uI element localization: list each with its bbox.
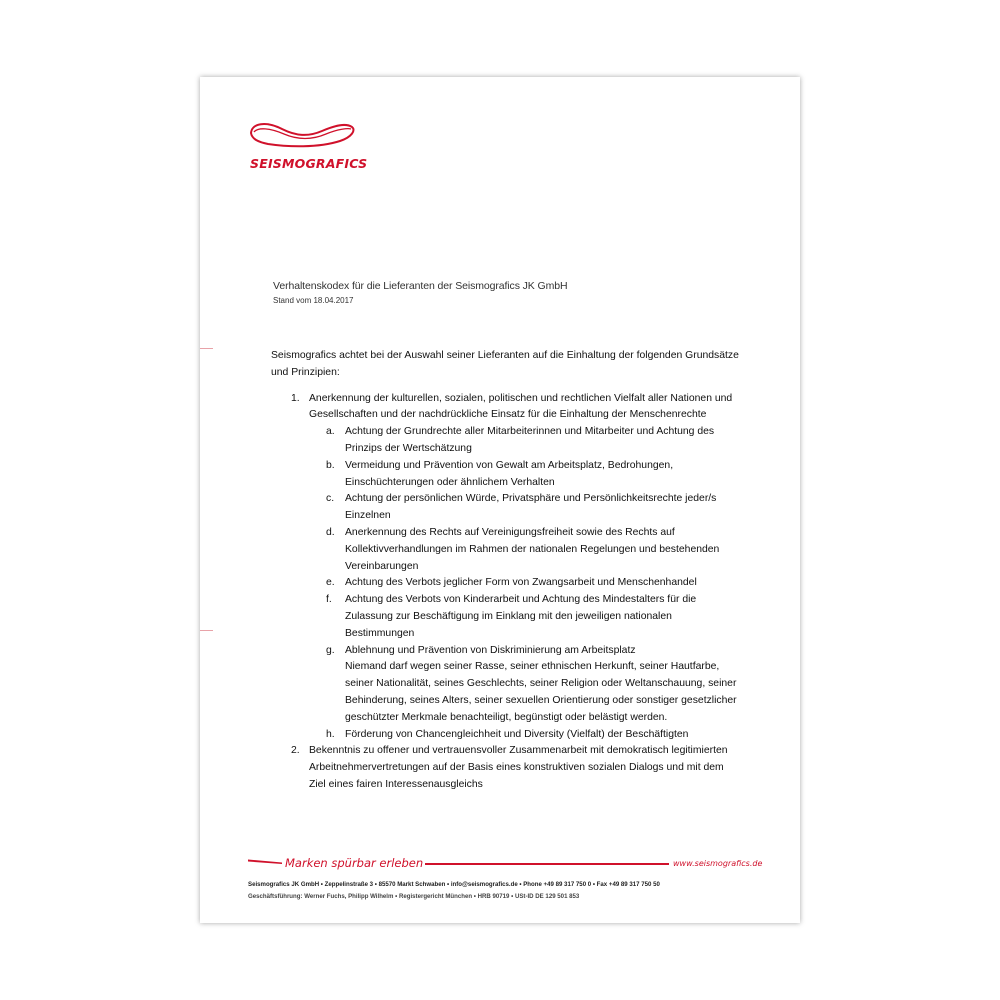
logo-wordmark: SEISMOGRAFICS bbox=[250, 156, 368, 171]
sub-item-letter: c. bbox=[326, 493, 335, 505]
sub-item-text: Anerkennung des Rechts auf Vereinigungsfreiheit sowie des Rechts auf Kollektivverhandlungen im Rahmen der nationalen Regelungen und bestehenden Vereinbarungen bbox=[345, 526, 720, 572]
item-text: Anerkennung der kulturellen, sozialen, politischen und rechtlichen Vielfalt aller Nationen und Gesellschaften und der nachdrückliche Einsatz für die Einhaltung der Menschenrechte bbox=[309, 392, 733, 421]
logo-wave-icon bbox=[248, 115, 358, 155]
list-item bbox=[271, 391, 741, 744]
sub-item-letter: b. bbox=[326, 459, 335, 471]
sub-item-text: Achtung der Grundrechte aller Mitarbeiterinnen und Mitarbeiter und Achtung des Prinzips der Wertschätzung bbox=[345, 426, 715, 454]
document-date: Stand vom 18.04.2017 bbox=[273, 296, 354, 305]
sub-item-text: Förderung von Chancengleichheit und Diversity (Vielfalt) der Beschäftigten bbox=[345, 728, 689, 740]
document-title: Verhaltenskodex für die Lieferanten der Seismografics JK GmbH bbox=[273, 280, 568, 292]
sub-item-text: Achtung der persönlichen Würde, Privatsphäre und Persönlichkeitsrechte jeder/s Einzelnen bbox=[345, 493, 717, 522]
sub-list-item bbox=[309, 525, 741, 575]
footer-website-link[interactable]: www.seismografics.de bbox=[673, 859, 763, 868]
sub-item-letter: a. bbox=[326, 426, 335, 438]
sub-item-letter: f. bbox=[326, 594, 332, 606]
footer-slogan: Marken spürbar erleben bbox=[285, 856, 424, 870]
sub-item-letter: h. bbox=[326, 728, 335, 740]
footer-address: Seismografics JK GmbH • Zeppelinstraße 3 • 85570 Markt Schwaben • info@seismografics.de • Phone +49 89 317 750 0 • Fax +49 89 317 750 50 bbox=[248, 881, 660, 888]
document-body bbox=[271, 348, 741, 794]
sub-list-item bbox=[309, 592, 741, 642]
sub-item-detail: Niemand darf wegen seiner Rasse, seiner ethnischen Herkunft, seiner Hautfarbe, seiner Nationalität, seines Geschlechts, seiner Religion oder Weltanschauung, seiner Behinderung, seines Alters, seiner sexuellen Orientierung oder sonstiger gesetzlicher geschützter Merkmale benachteiligt, begünstigt oder belästigt werden. bbox=[345, 661, 737, 723]
company-logo bbox=[248, 115, 368, 175]
sub-list bbox=[309, 424, 741, 743]
sub-list-item bbox=[309, 727, 741, 744]
intro-paragraph: Seismografics achtet bei der Auswahl seiner Lieferanten auf die Einhaltung der folgenden Grundsätze und Prinzipien: bbox=[271, 350, 739, 378]
sub-list-item bbox=[309, 643, 741, 727]
fold-mark-top bbox=[200, 348, 213, 349]
footer-rule bbox=[425, 863, 669, 865]
sub-item-text: Vermeidung und Prävention von Gewalt am Arbeitsplatz, Bedrohungen, Einschüchterungen oder ähnlichem Verhalten bbox=[345, 459, 674, 488]
item-number: 1. bbox=[291, 392, 300, 404]
sub-list-item bbox=[309, 491, 741, 525]
document-page bbox=[200, 77, 800, 923]
footer-swoosh-icon bbox=[248, 859, 282, 864]
item-text: Bekenntnis zu offener und vertrauensvoller Zusammenarbeit mit demokratisch legitimierten Arbeitnehmervertretungen auf der Basis eines konstruktiven sozialen Dialogs und mit dem Ziel eines fairen Interessenausgleichs bbox=[309, 745, 728, 790]
sub-list-item bbox=[309, 424, 741, 458]
principles-list bbox=[271, 391, 741, 794]
sub-list-item bbox=[309, 458, 741, 492]
sub-item-letter: g. bbox=[326, 644, 335, 656]
sub-item-letter: e. bbox=[326, 577, 335, 589]
sub-list-item bbox=[309, 575, 741, 592]
sub-item-text: Ablehnung und Prävention von Diskriminierung am Arbeitsplatz bbox=[345, 644, 636, 656]
fold-mark-bottom bbox=[200, 630, 213, 631]
sub-item-letter: d. bbox=[326, 526, 335, 538]
sub-item-text: Achtung des Verbots jeglicher Form von Zwangsarbeit und Menschenhandel bbox=[345, 577, 697, 589]
footer-management: Geschäftsführung: Werner Fuchs, Philipp Wilhelm • Registergericht München • HRB 90719 • USt-ID DE 129 501 853 bbox=[248, 893, 580, 900]
list-item bbox=[271, 743, 741, 793]
sub-item-text: Achtung des Verbots von Kinderarbeit und Achtung des Mindestalters für die Zulassung zur Beschäftigung im Einklang mit den jeweiligen nationalen Bestimmungen bbox=[345, 594, 697, 639]
item-number: 2. bbox=[291, 745, 300, 757]
